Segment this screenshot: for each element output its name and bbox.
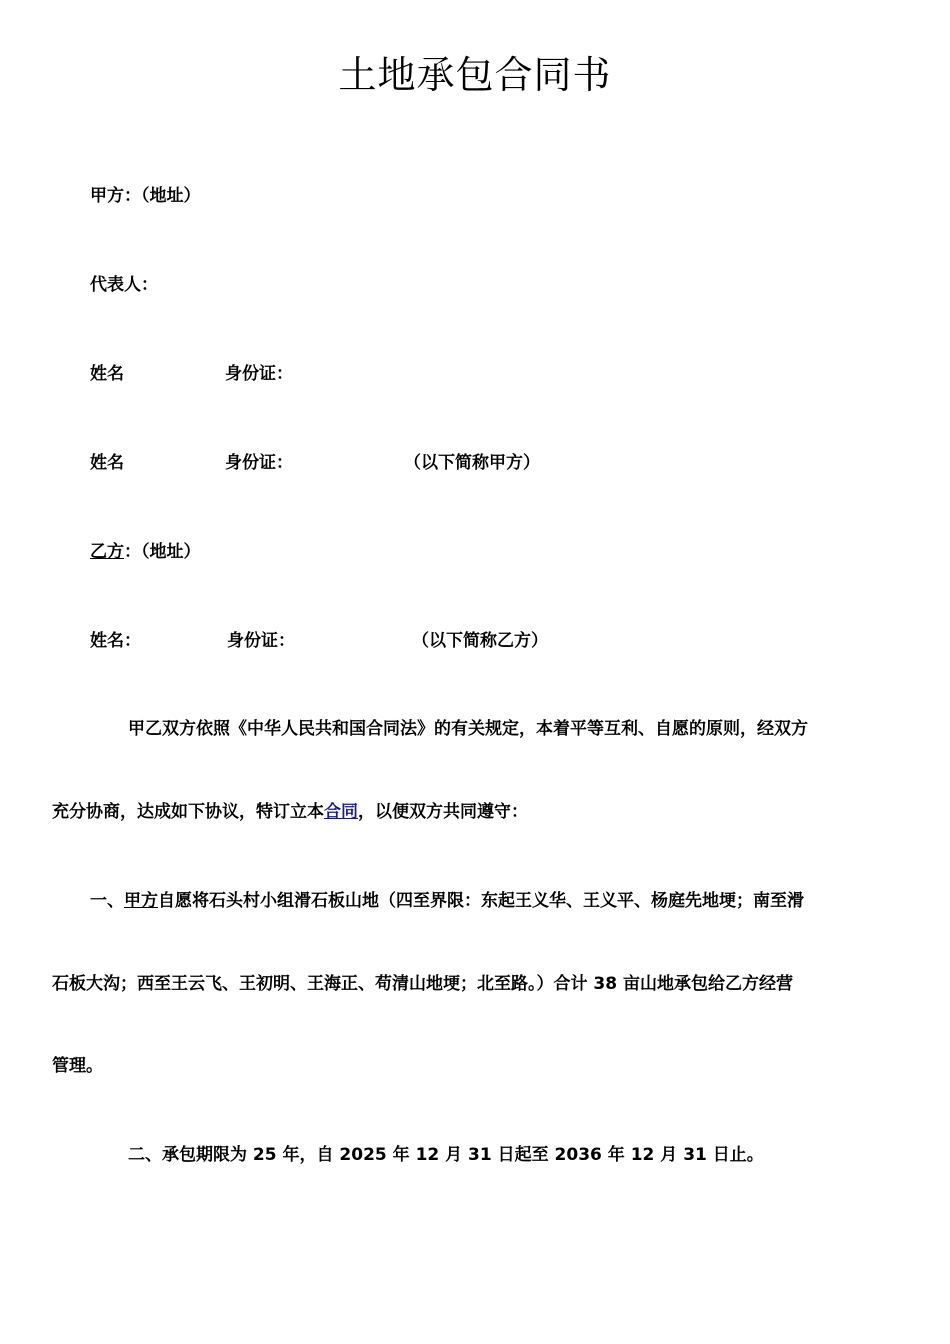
party-a-address: ：（地址） (124, 186, 201, 206)
party-a-id-label-1: 身份证： (225, 364, 293, 384)
intro-line-2 (52, 800, 528, 824)
party-a-name-label-2: 姓名 (90, 453, 124, 473)
intro-line-1: 甲乙双方依照《中华人民共和国合同法》的有关规定，本着平等互利、自愿的原则，经双方 (128, 719, 808, 739)
clause-1-line-3: 管理。 (52, 1056, 103, 1076)
clause-2: 二、承包期限为 25 年，自 2025 年 12 月 31 日起至 2036 年 12 月 31 日止。 (128, 1145, 764, 1165)
party-b-name-label: 姓名： (90, 631, 141, 651)
clause-1-number: 一、 (90, 891, 124, 911)
contract-title: 土地承包合同书 (338, 53, 612, 97)
party-a-line (90, 184, 201, 208)
clause-1-party: 甲方 (124, 891, 158, 911)
intro-text-pre: 充分协商，达成如下协议，特订立本 (52, 802, 324, 822)
party-b-id-label: 身份证： (227, 631, 295, 651)
party-b-label: 乙方 (90, 542, 124, 562)
intro-text-post: ，以便双方共同遵守： (358, 802, 528, 822)
party-a-name-label-1: 姓名 (90, 364, 124, 384)
contract-link[interactable]: 合同 (324, 802, 358, 822)
party-b-line (90, 540, 201, 564)
clause-1-line-2: 石板大沟；西至王云飞、王初明、王海正、苟清山地埂；北至路。）合计 38 亩山地承包给乙方经营 (52, 974, 793, 994)
party-a-id-label-2: 身份证： (225, 453, 293, 473)
clause-1-text: 自愿将石头村小组滑石板山地（四至界限：东起王义华、王义平、杨庭先地埂；南至滑 (158, 891, 804, 911)
representative-label: 代表人： (90, 275, 158, 295)
party-a-alias: （以下简称甲方） (404, 453, 540, 473)
party-b-alias: （以下简称乙方） (412, 631, 548, 651)
party-b-address: ：（地址） (124, 542, 201, 562)
party-a-label: 甲方 (90, 186, 124, 206)
clause-1-line-1 (90, 889, 804, 913)
